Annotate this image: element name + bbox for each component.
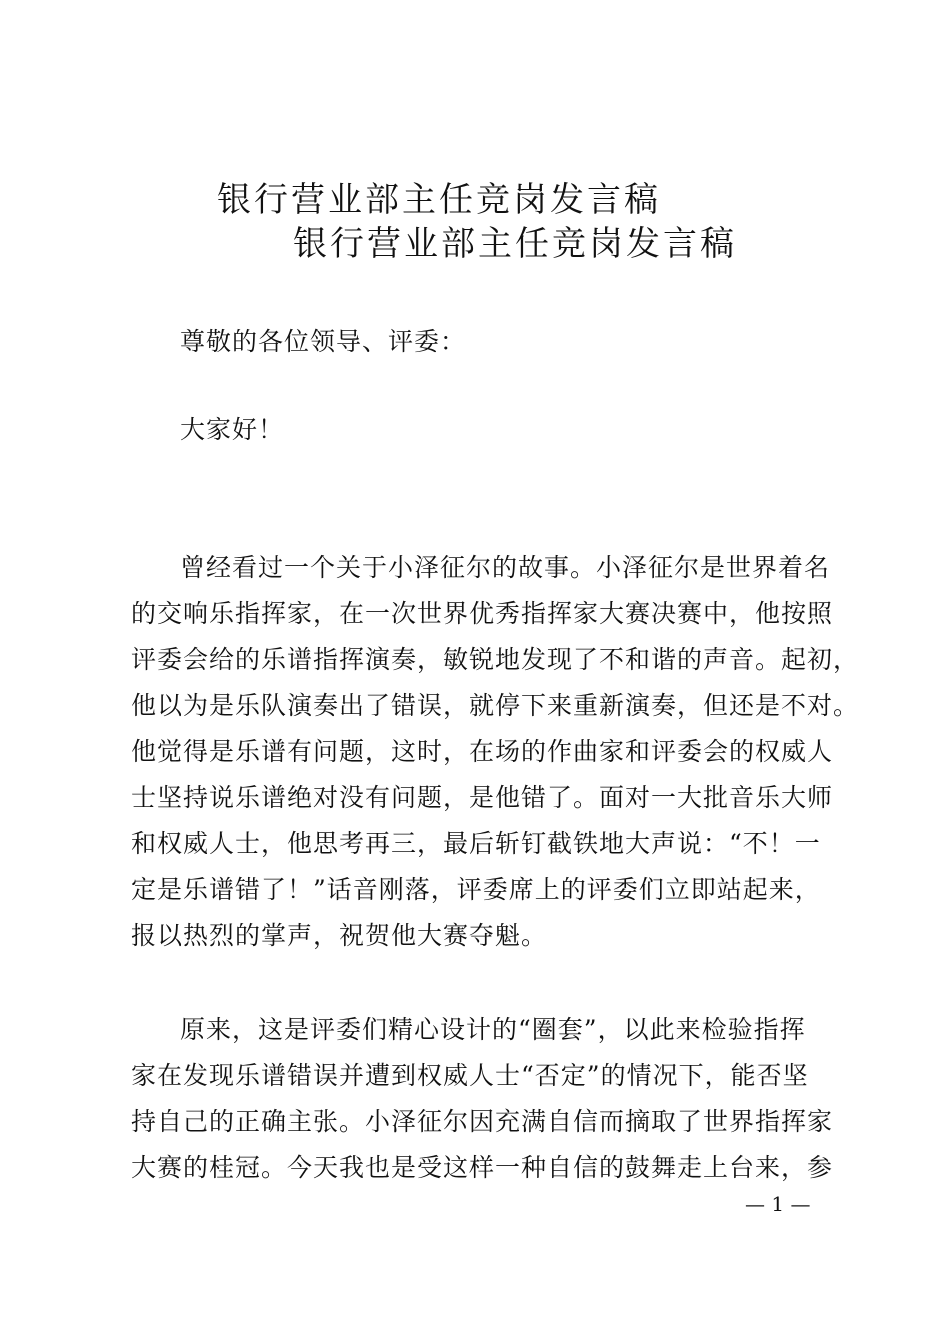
paragraph-1-line: 报以热烈的掌声，祝贺他大赛夺魁。 <box>131 921 548 950</box>
paragraph-1-line: 的交响乐指挥家，在一次世界优秀指挥家大赛决赛中，他按照 <box>131 599 834 628</box>
paragraph-1-line: 他觉得是乐谱有问题，这时，在场的作曲家和评委会的权威人 <box>131 737 834 766</box>
greeting: 尊敬的各位领导、评委： <box>180 327 467 356</box>
paragraph-1-line: 曾经看过一个关于小泽征尔的故事。小泽征尔是世界着名 <box>180 553 831 582</box>
paragraph-1-line: 士坚持说乐谱绝对没有问题，是他错了。面对一大批音乐大师 <box>131 783 834 812</box>
paragraph-2-line: 家在发现乐谱错误并遭到权威人士“否定”的情况下，能否坚 <box>131 1061 809 1090</box>
document-title: 银行营业部主任竞岗发言稿 <box>217 180 661 220</box>
paragraph-1-line: 评委会给的乐谱指挥演奏，敏锐地发现了不和谐的声音。起初， <box>131 645 860 674</box>
salutation: 大家好！ <box>180 415 285 444</box>
paragraph-2-line: 原来，这是评委们精心设计的“圈套”，以此来检验指挥 <box>180 1015 806 1044</box>
paragraph-1-line: 他以为是乐队演奏出了错误，就停下来重新演奏，但还是不对。 <box>131 691 860 720</box>
paragraph-1-line: 定是乐谱错了！”话音刚落，评委席上的评委们立即站起来， <box>131 875 821 904</box>
paragraph-1-line: 和权威人士，他思考再三，最后斩钉截铁地大声说：“不！一 <box>131 829 821 858</box>
paragraph-2-line: 持自己的正确主张。小泽征尔因充满自信而摘取了世界指挥家 <box>131 1107 834 1136</box>
page-number: — 1 — <box>745 1192 811 1216</box>
paragraph-2-line: 大赛的桂冠。今天我也是受这样一种自信的鼓舞走上台来，参 <box>131 1153 834 1182</box>
document-subtitle: 银行营业部主任竞岗发言稿 <box>293 224 737 264</box>
